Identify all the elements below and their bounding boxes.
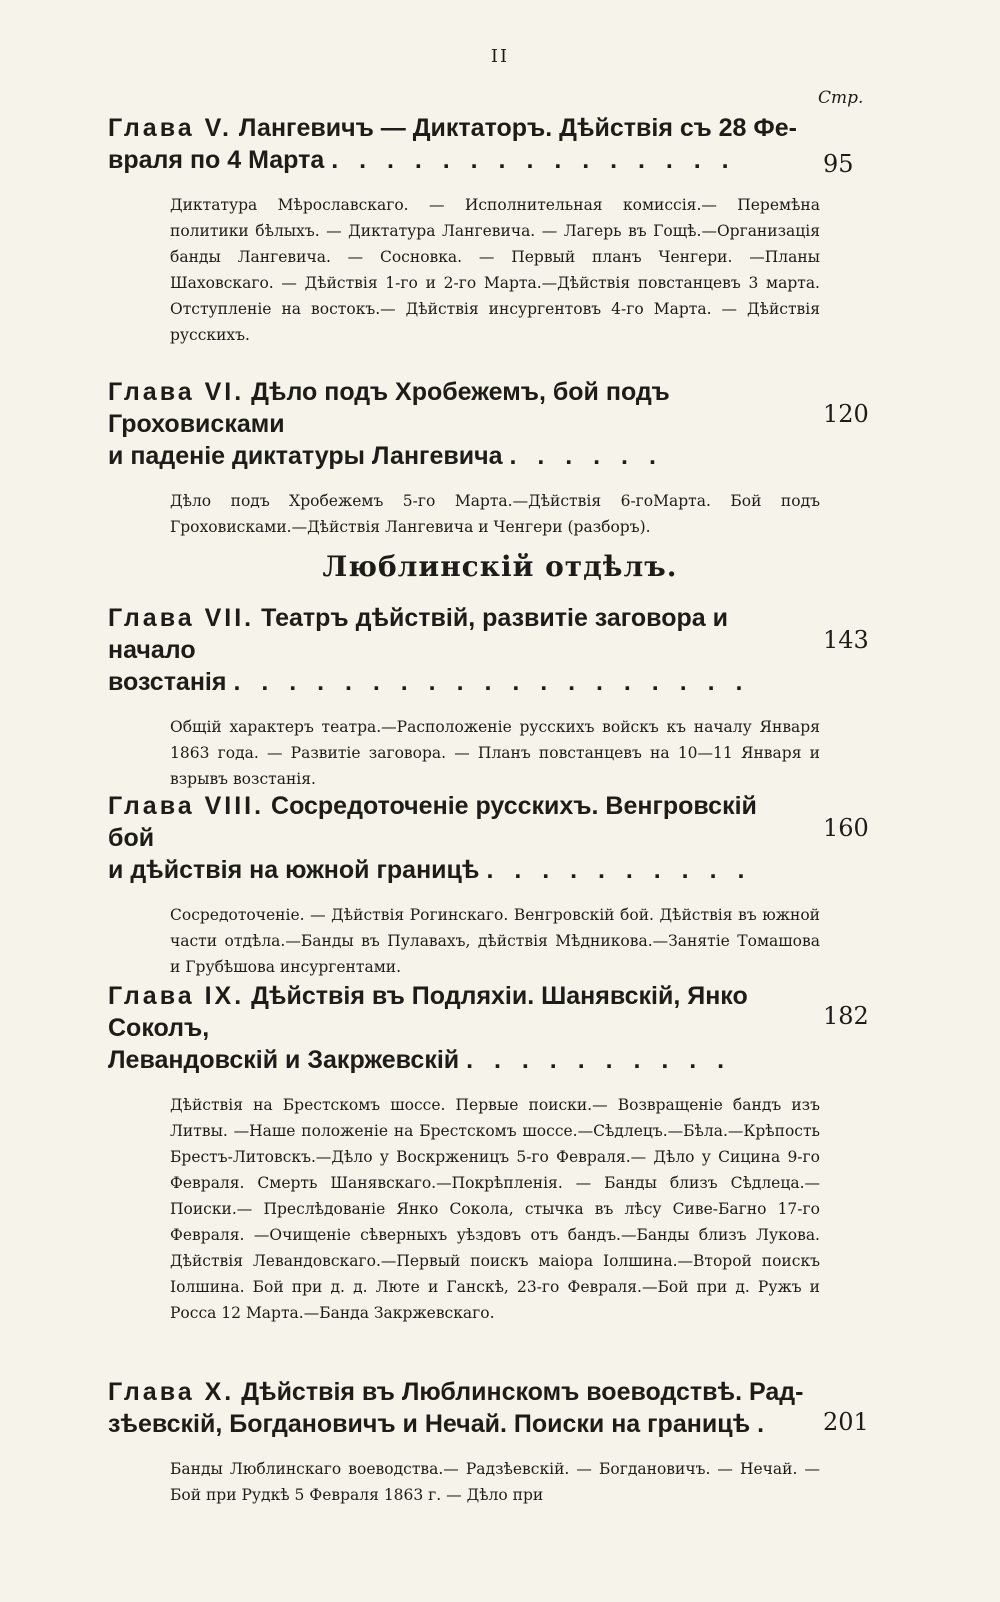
chapter-heading: [108, 602, 869, 698]
chapter-summary: Диктатура Мѣрославскаго. — Исполнительная комиссія.— Перемѣна политики бѣлыхъ. — Диктатура Лангевича. — Лагерь въ Гощѣ.—Организація банды Лангевича. — Сосновка. — Первый планъ Ченгери. —Планы Шаховскаго. — Дѣйствія 1-го и 2-го Марта.—Дѣйствія повстанцевъ 3 марта. Отступленіе на востокъ.— Дѣйствія инсургентовъ 4-го Марта. — Дѣйствія русскихъ.: [170, 196, 820, 344]
leader-dots: .: [757, 1410, 772, 1438]
chapter-page: 182: [823, 1002, 869, 1030]
chapter-summary: Дѣло подъ Хробежемъ 5-го Марта.—Дѣйствія 6-гоМарта. Бой подъ Гроховисками.—Дѣйствія Лангевича и Ченгери (разборъ).: [170, 492, 820, 536]
chapter-heading: [108, 1376, 869, 1440]
chapter-number: Глава VII.: [108, 604, 255, 632]
chapter-title-line1: Театръ дѣйствій, развитіе заговора и начало: [108, 604, 728, 664]
leader-dots: . . . . . . . . . . . . . . . . . . .: [233, 668, 750, 696]
chapter-summary: Сосредоточеніе. — Дѣйствія Рогинскаго. Венгровскій бой. Дѣйствія въ южной части отдѣла.—Банды въ Пулавахъ, дѣйствія Мѣдникова.—Занятіе Томашова и Грубѣшова инсургентами.: [170, 906, 820, 976]
chapter-title-line1: Дѣло подъ Хробежемъ, бой подъ Гроховисками: [108, 378, 670, 438]
chapter-number: Глава X.: [108, 1378, 235, 1406]
chapter-page: 201: [823, 1408, 869, 1436]
chapter-page: 143: [823, 626, 869, 654]
chapter-page: 120: [823, 400, 869, 428]
chapter-number: Глава VI.: [108, 378, 245, 406]
chapter-page: 95: [823, 150, 854, 178]
chapter-title-line1: Дѣйствія въ Люблинскомъ воеводствѣ. Рад-: [241, 1378, 804, 1406]
chapter-summary: Общій характеръ театра.—Расположеніе русскихъ войскъ къ началу Января 1863 года. — Развитіе заговора. — Планъ повстанцевъ на 10—11 Января и взрывъ возстанія.: [170, 718, 820, 788]
chapter-number: Глава V.: [108, 114, 232, 142]
chapter-title-line1: Дѣйствія въ Подляхіи. Шанявскій, Янко Соколъ,: [108, 982, 748, 1042]
chapter-title-line2: и дѣйствія на южной границѣ: [108, 856, 480, 884]
chapter-title-line2: зѣевскій, Богдановичъ и Нечай. Поиски на границѣ: [108, 1410, 751, 1438]
chapter-summary: Дѣйствія на Брестскомъ шоссе. Первые поиски.— Возвращеніе бандъ изъ Литвы. —Наше положеніе на Брестскомъ шоссе.—Сѣдлецъ.—Бѣла.—Крѣпость Брестъ-Литовскъ.—Дѣло у Воскрженицъ 5-го Февраля.— Дѣло у Сицина 9-го Февраля. Смерть Шанявскаго.—Покрѣпленія. — Банды близъ Сѣдлеца.—Поиски.— Преслѣдованіе Янко Сокола, стычка въ лѣсу Сиве-Багно 17-го Февраля. —Очищеніе сѣверныхъ уѣздовъ отъ бандъ.—Банды близъ Лукова. Дѣйствія Левандовскаго.—Первый поискъ маіора Іолшина.—Второй поискъ Іолшина. Бой при д. д. Люте и Ганскѣ, 23-го Февраля.—Бой при д. Ружъ и Росса 12 Марта.—Банда Закржевскаго.: [170, 1096, 820, 1322]
chapter-heading: [108, 790, 869, 886]
chapter-title-line1: Сосредоточеніе русскихъ. Венгровскій бой: [108, 792, 757, 852]
leader-dots: . . . . . .: [509, 442, 663, 470]
chapter-vi: [108, 376, 868, 540]
chapter-title-line2: возстанія: [108, 668, 227, 696]
leader-dots: . . . . . . . . . . . . . . .: [331, 146, 736, 174]
chapter-page: 160: [823, 814, 869, 842]
chapter-x: [108, 1376, 868, 1508]
chapter-summary: Банды Люблинскаго воеводства.— Радзѣевскій. — Богдановичъ. — Нечай. — Бой при Рудкѣ 5 Февраля 1863 г. — Дѣло при: [170, 1460, 820, 1504]
chapter-viii: [108, 790, 868, 980]
chapter-title-line1: Лангевичъ — Диктаторъ. Дѣйствія съ 28 Фе-: [238, 114, 797, 142]
chapter-number: Глава IX.: [108, 982, 245, 1010]
chapter-title-line2: Левандовскій и Закржевскій: [108, 1046, 460, 1074]
leader-dots: . . . . . . . . . .: [466, 1046, 732, 1074]
leader-dots: . . . . . . . . . .: [486, 856, 752, 884]
section-title: Люблинскій отдѣлъ.: [322, 550, 678, 583]
chapter-heading: [108, 980, 869, 1076]
chapter-heading: [108, 376, 869, 472]
page-column-label: Стр.: [818, 88, 864, 108]
chapter-number: Глава VIII.: [108, 792, 265, 820]
chapter-vii: [108, 602, 868, 792]
chapter-title-line2: и паденіе диктатуры Лангевича: [108, 442, 503, 470]
chapter-heading: [108, 112, 854, 178]
chapter-v: [108, 112, 868, 348]
chapter-ix: [108, 980, 868, 1326]
chapter-title-line2: враля по 4 Марта: [108, 146, 325, 174]
page-number: II: [490, 46, 510, 67]
